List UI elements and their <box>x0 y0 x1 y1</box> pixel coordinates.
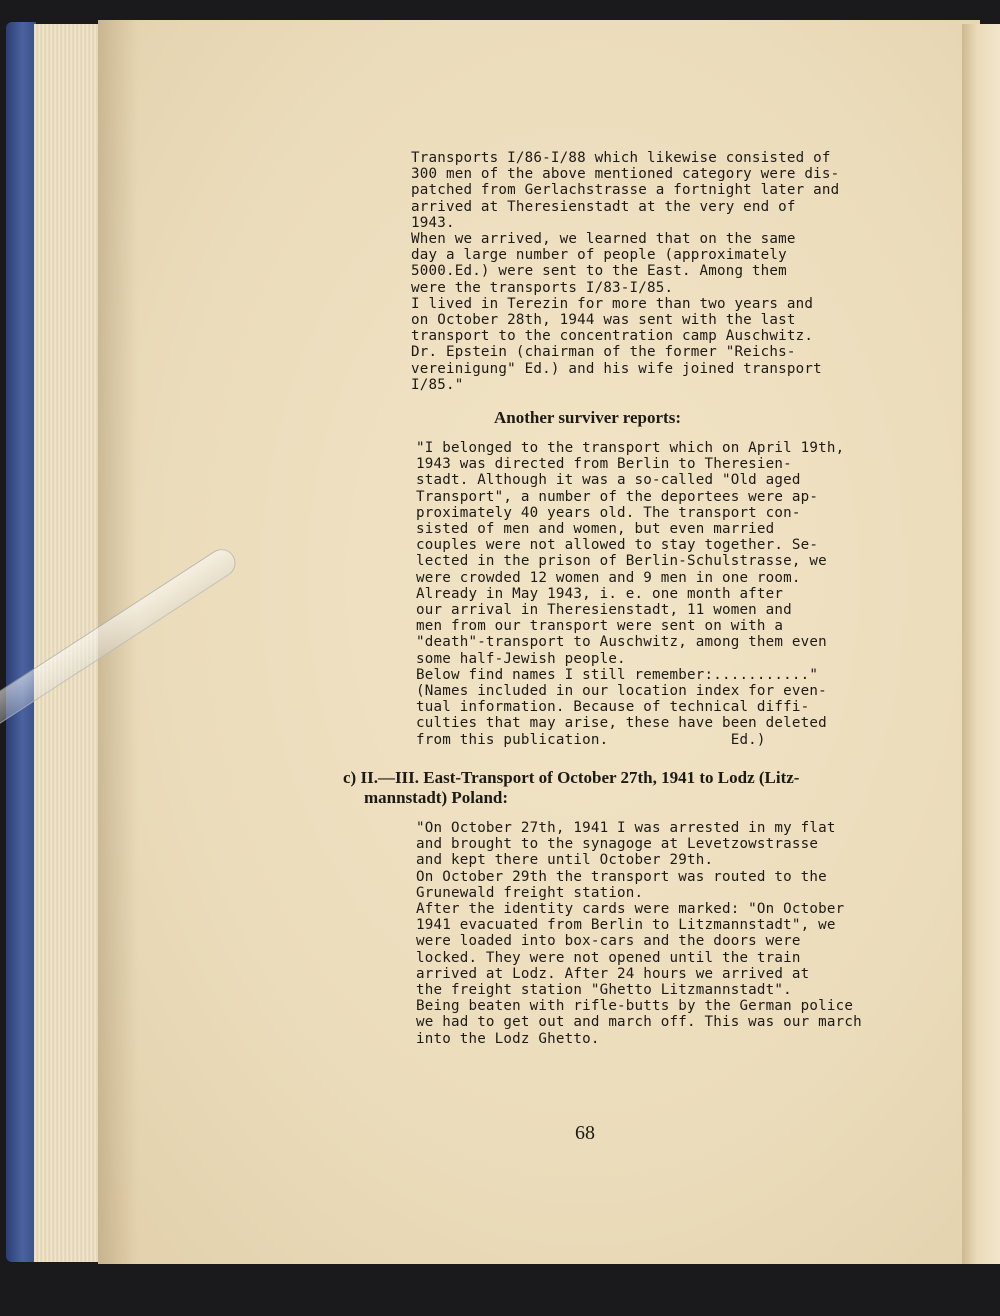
heading-east-transport: c) II.—III. East-Transport of October 27th, 1941 to Lodz (Litz- <box>343 768 800 787</box>
facing-page-edge <box>962 24 1000 1264</box>
paragraph-surviver-report: "I belonged to the transport which on April 19th, 1943 was directed from Berlin to Theresien- stadt. Although it was a so-called "Old aged Transport", a number of the deportees were ap- proximately 40 years old. The transport con- sisted of men and women, but even married couples were not allowed to stay together. Se- lected in the prison of Berlin-Schulstrasse, we were crowded 12 women and 9 men in one room. Already in May 1943, i. e. one month after our arrival in Theresienstadt, 11 women and men from our transport were sent on with a "death"-transport to Auschwitz, among them even some half-Jewish people. Below find names I still remember:..........." (Names included in our location index for even- tual information. Because of technical diffi- culties that may arise, these have been deleted from this publication. Ed.) <box>416 440 845 748</box>
page-number: 68 <box>575 1122 595 1144</box>
book-cover-edge <box>6 22 36 1262</box>
paragraph-transports: Transports I/86-I/88 which likewise consisted of 300 men of the above mentioned category were dis- patched from Gerlachstrasse a fortnight later and arrived at Theresienstadt at the very end of 1943. When we arrived, we learned that on the same day a large number of people (approximately 5000.Ed.) were sent to the East. Among them were the transports I/83-I/85. I lived in Terezin for more than two years and on October 28th, 1944 was sent with the last transport to the concentration camp Auschwitz. Dr. Epstein (chairman of the former "Reichs- vereinigung" Ed.) and his wife joined transport I/85." <box>411 150 840 393</box>
paragraph-lodz-report: "On October 27th, 1941 I was arrested in my flat and brought to the synagoge at Levetzowstrasse and kept there until October 29th. On October 29th the transport was routed to the Grunewald freight station. After the identity cards were marked: "On October 1941 evacuated from Berlin to Litzmannstadt", we were loaded into box-cars and the doors were locked. They were not opened until the train arrived at Lodz. After 24 hours we arrived at the freight station "Ghetto Litzmannstadt". Being beaten with rifle-butts by the German police we had to get out and march off. This was our march into the Lodz Ghetto. <box>416 820 862 1047</box>
heading-another-surviver: Another surviver reports: <box>494 408 681 427</box>
heading-east-transport-cont: mannstadt) Poland: <box>364 788 509 807</box>
